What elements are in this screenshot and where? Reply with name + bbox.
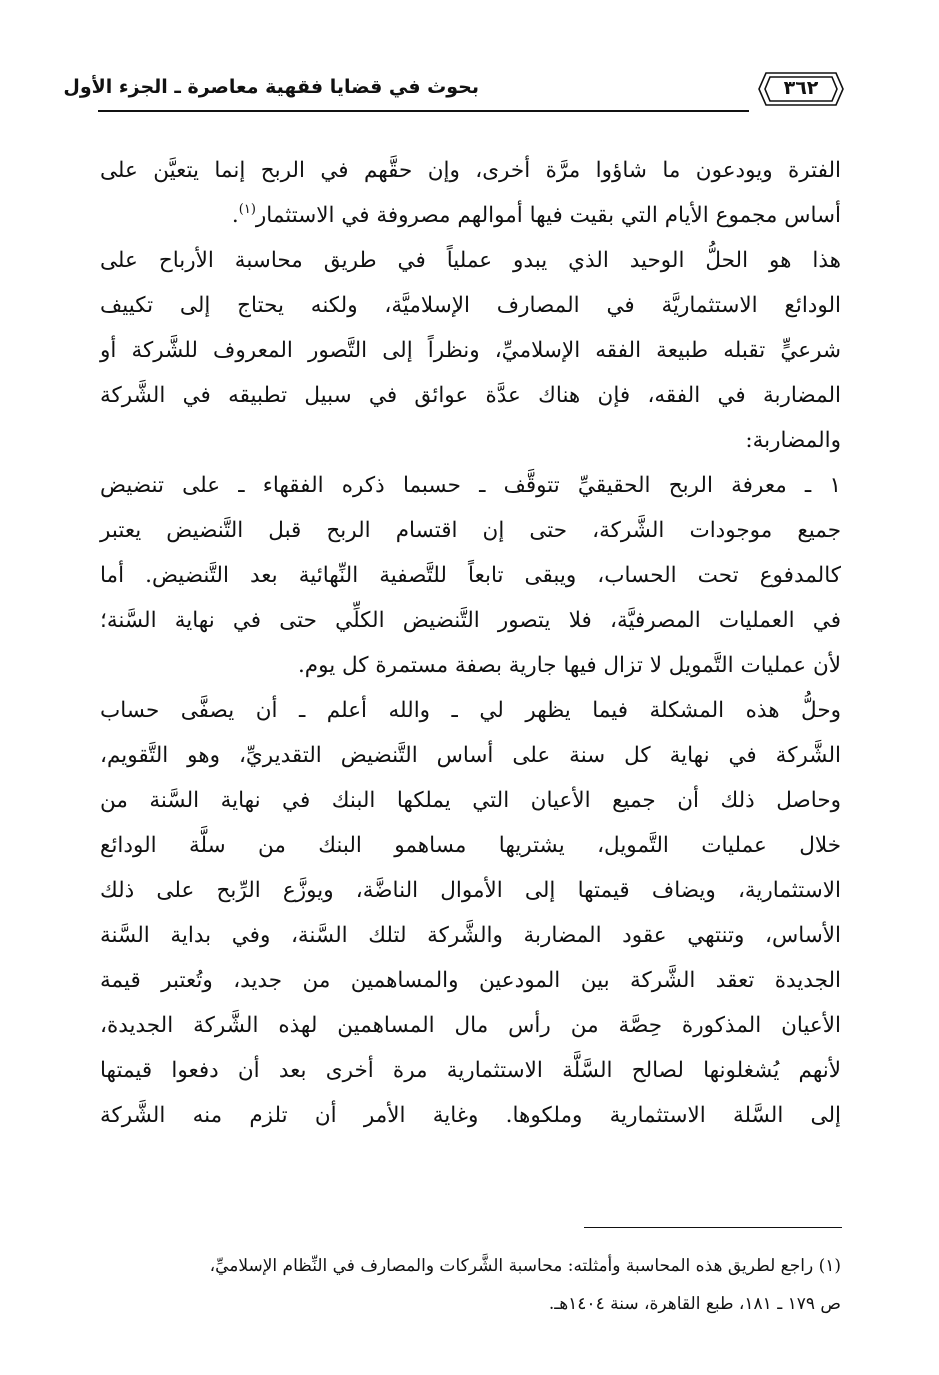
text-line: والمضاربة: — [745, 428, 841, 453]
body-text — [100, 148, 841, 1138]
footnotes — [100, 1247, 841, 1323]
text-line: شرعيٍّ تقبله طبيعة الفقه الإسلاميِّ، ونظراً إلى التَّصور المعروف للشَّركة أو — [100, 338, 841, 363]
text-line — [100, 193, 841, 238]
page-number: ٣٦٢ — [783, 77, 819, 99]
text-line: المضاربة في الفقه، فإن هناك عدَّة عوائق في سبيل تطبيقه في الشَّركة — [100, 383, 841, 408]
footnote-separator — [584, 1227, 842, 1228]
footnote-line: (١) راجع لطريق هذه المحاسبة وأمثلته: محاسبة الشَّركات والمصارف في النِّظام الإسلاميِّ، — [209, 1256, 841, 1276]
running-title: بحوث في قضايا فقهية معاصرة ـ الجزء الأول — [63, 76, 479, 98]
text-line: جميع موجودات الشَّركة، حتى إن اقتسام الربح قبل التَّنضيض يعتبر — [100, 518, 841, 543]
text-line: الودائع الاستثماريَّة في المصارف الإسلاميَّة، ولكنه يحتاج إلى تكييف — [100, 293, 841, 318]
text-line: خلال عمليات التَّمويل، يشتريها مساهمو البنك من سلَّة الودائع — [100, 833, 841, 858]
text-line: الجديدة تعقد الشَّركة بين المودعين والمساهمين من جديد، وتُعتبر قيمة — [100, 968, 841, 993]
text-line: لأن عمليات التَّمويل لا تزال فيها جارية بصفة مستمرة كل يوم. — [297, 653, 841, 678]
footnote-line: ص ١٧٩ ـ ١٨١، طبع القاهرة، سنة ١٤٠٤هـ. — [548, 1294, 841, 1314]
text-line: ١ ـ معرفة الربح الحقيقيِّ تتوقَّف ـ حسبما ذكره الفقهاء ـ على تنضيض — [100, 473, 841, 498]
text-line-end: . — [231, 203, 239, 228]
text-line-content: أساس مجموع الأيام التي بقيت فيها أموالهم مصروفة في الاستثمار — [255, 203, 841, 228]
page-number-badge — [758, 70, 844, 108]
text-line: الأعيان المذكورة حِصَّة من رأس مال المساهمين لهذه الشَّركة الجديدة، — [100, 1013, 841, 1038]
footnote-marker: (١) — [238, 202, 256, 217]
text-line: لأنهم يُشغلونها لصالح السَّلَّة الاستثمارية مرة أخرى بعد أن دفعوا قيمتها — [100, 1058, 841, 1083]
header-rule — [98, 110, 749, 112]
text-line: إلى السَّلة الاستثمارية وملكوها. وغاية الأمر أن تلزم منه الشَّركة — [100, 1103, 841, 1128]
text-line: الأساس، وتنتهي عقود المضاربة والشَّركة لتلك السَّنة، وفي بداية السَّنة — [100, 923, 841, 948]
text-line: الشَّركة في نهاية كل سنة على أساس التَّنضيض التقديريِّ، وهو التَّقويم، — [100, 743, 841, 768]
text-line: في العمليات المصرفيَّة، فلا يتصور التَّنضيض الكلِّي حتى في نهاية السَّنة؛ — [100, 608, 841, 633]
text-line: وحلُّ هذه المشكلة فيما يظهر لي ـ والله أعلم ـ أن يصفَّى حساب — [100, 698, 841, 723]
text-line: هذا هو الحلُّ الوحيد الذي يبدو عملياً في طريق محاسبة الأرباح على — [100, 248, 841, 273]
text-line: الاستثمارية، ويضاف قيمتها إلى الأموال الناضَّة، ويوزَّع الرِّبح على ذلك — [100, 878, 841, 903]
text-line: كالمدفوع تحت الحساب، ويبقى تابعاً للتَّصفية النِّهائية بعد التَّنضيض. أما — [100, 563, 841, 588]
running-header — [63, 70, 844, 116]
text-line: الفترة ويودعون ما شاؤوا مرَّة أخرى، وإن حقَّهم في الربح إنما يتعيَّن على — [100, 158, 841, 183]
text-line: وحاصل ذلك أن جميع الأعيان التي يملكها البنك في نهاية السَّنة من — [100, 788, 841, 813]
